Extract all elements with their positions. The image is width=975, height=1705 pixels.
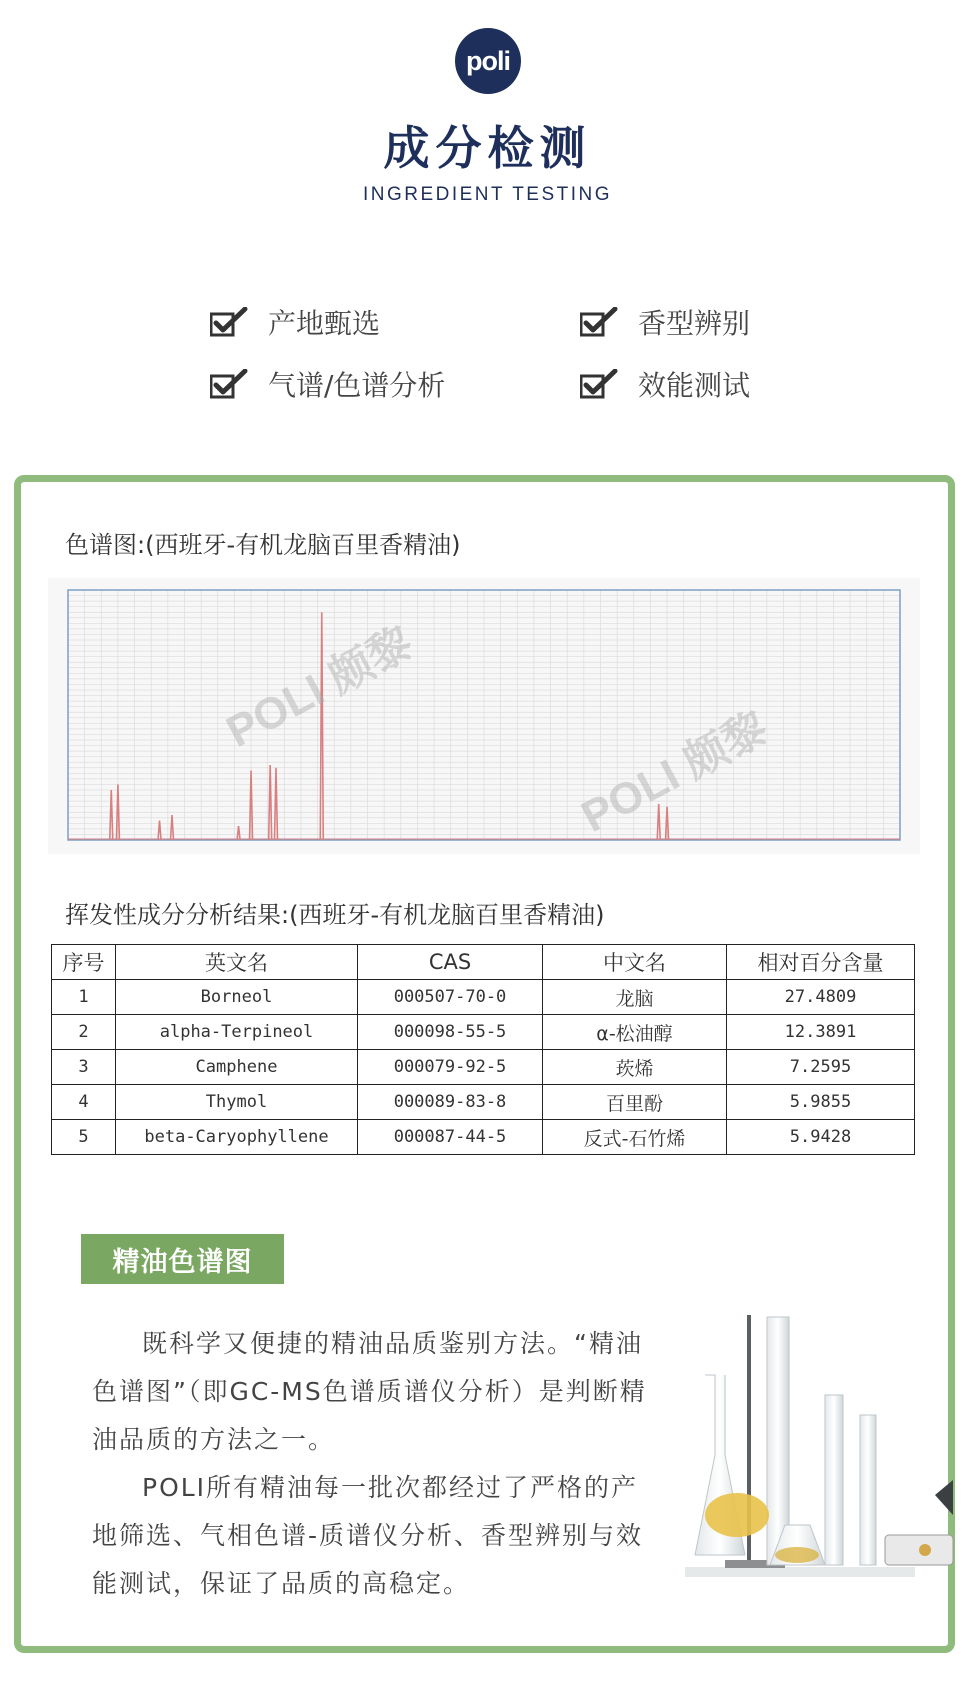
row-percent: 27.4809 (727, 980, 915, 1015)
chromatogram-peak (237, 826, 240, 840)
brand-logo (455, 28, 521, 94)
header-cell: 序号 (52, 945, 116, 980)
row-index: 4 (52, 1085, 116, 1120)
row-percent: 7.2595 (727, 1050, 915, 1085)
row-cas: 000098-55-5 (358, 1015, 543, 1050)
chromatogram-peak (110, 790, 113, 840)
row-index: 1 (52, 980, 116, 1015)
row-index: 2 (52, 1015, 116, 1050)
paragraph: 既科学又便捷的精油品质鉴别方法。“精油色谱图”（即GC-MS色谱质谱仪分析）是判断精油品质的方法之一。 (92, 1329, 647, 1454)
header-cell: 英文名 (116, 945, 358, 980)
feature-item (580, 302, 750, 342)
checkmark-icon (580, 369, 618, 399)
chart-watermark: POLI 颇黎 (218, 618, 421, 757)
row-percent: 5.9428 (727, 1120, 915, 1155)
chart-watermark: POLI 颇黎 (573, 703, 776, 842)
table-row (52, 980, 915, 1015)
feature-label: 产地甄选 (268, 307, 381, 340)
row-percent: 5.9855 (727, 1085, 915, 1120)
checkmark-icon (210, 307, 248, 337)
feature-item (210, 302, 380, 342)
chromatogram-chart (48, 578, 920, 854)
section-tag: 精油色谱图 (81, 1234, 284, 1284)
page-title: 成分检测 (383, 121, 592, 175)
description-text (92, 1320, 652, 1608)
chromatogram-title: 色谱图:(西班牙-有机龙脑百里香精油) (65, 531, 461, 559)
chromatogram-peak (320, 612, 323, 840)
row-cas: 000507-70-0 (358, 980, 543, 1015)
row-percent: 12.3891 (727, 1015, 915, 1050)
feature-item (580, 364, 750, 404)
chromatogram-peak (171, 815, 174, 840)
header-cell: 相对百分含量 (727, 945, 915, 980)
table-row (52, 1015, 915, 1050)
row-index: 5 (52, 1120, 116, 1155)
lab-glassware-image (685, 1305, 955, 1590)
row-chinese-name: 反式-石竹烯 (543, 1120, 727, 1155)
table-row (52, 1085, 915, 1120)
feature-label: 气谱/色谱分析 (268, 369, 446, 402)
row-cas: 000089-83-8 (358, 1085, 543, 1120)
row-chinese-name: 龙脑 (543, 980, 727, 1015)
checkmark-icon (210, 369, 248, 399)
row-cas: 000087-44-5 (358, 1120, 543, 1155)
logo-text: poli (466, 45, 510, 76)
table-header-row (52, 945, 915, 980)
row-index: 3 (52, 1050, 116, 1085)
row-english-name: Thymol (116, 1085, 358, 1120)
row-english-name: alpha-Terpineol (116, 1015, 358, 1050)
row-english-name: Borneol (116, 980, 358, 1015)
row-english-name: beta-Caryophyllene (116, 1120, 358, 1155)
row-chinese-name: 莰烯 (543, 1050, 727, 1085)
feature-label: 效能测试 (638, 369, 751, 402)
page-subtitle: INGREDIENT TESTING (362, 184, 613, 205)
feature-label: 香型辨别 (638, 307, 751, 340)
header-cell: CAS (358, 945, 543, 980)
checkmark-icon (580, 307, 618, 337)
paragraph: POLI所有精油每一批次都经过了严格的产地筛选、气相色谱-质谱仪分析、香型辨别与效能测试，保证了品质的高稳定。 (92, 1473, 644, 1598)
feature-item (210, 364, 445, 404)
row-cas: 000079-92-5 (358, 1050, 543, 1085)
row-chinese-name: 百里酚 (543, 1085, 727, 1120)
table-row (52, 1050, 915, 1085)
header-cell: 中文名 (543, 945, 727, 980)
results-title: 挥发性成分分析结果:(西班牙-有机龙脑百里香精油) (65, 901, 605, 929)
results-table (51, 944, 915, 1155)
chromatogram-svg (48, 578, 920, 854)
table-row (52, 1120, 915, 1155)
row-english-name: Camphene (116, 1050, 358, 1085)
row-chinese-name: α-松油醇 (543, 1015, 727, 1050)
